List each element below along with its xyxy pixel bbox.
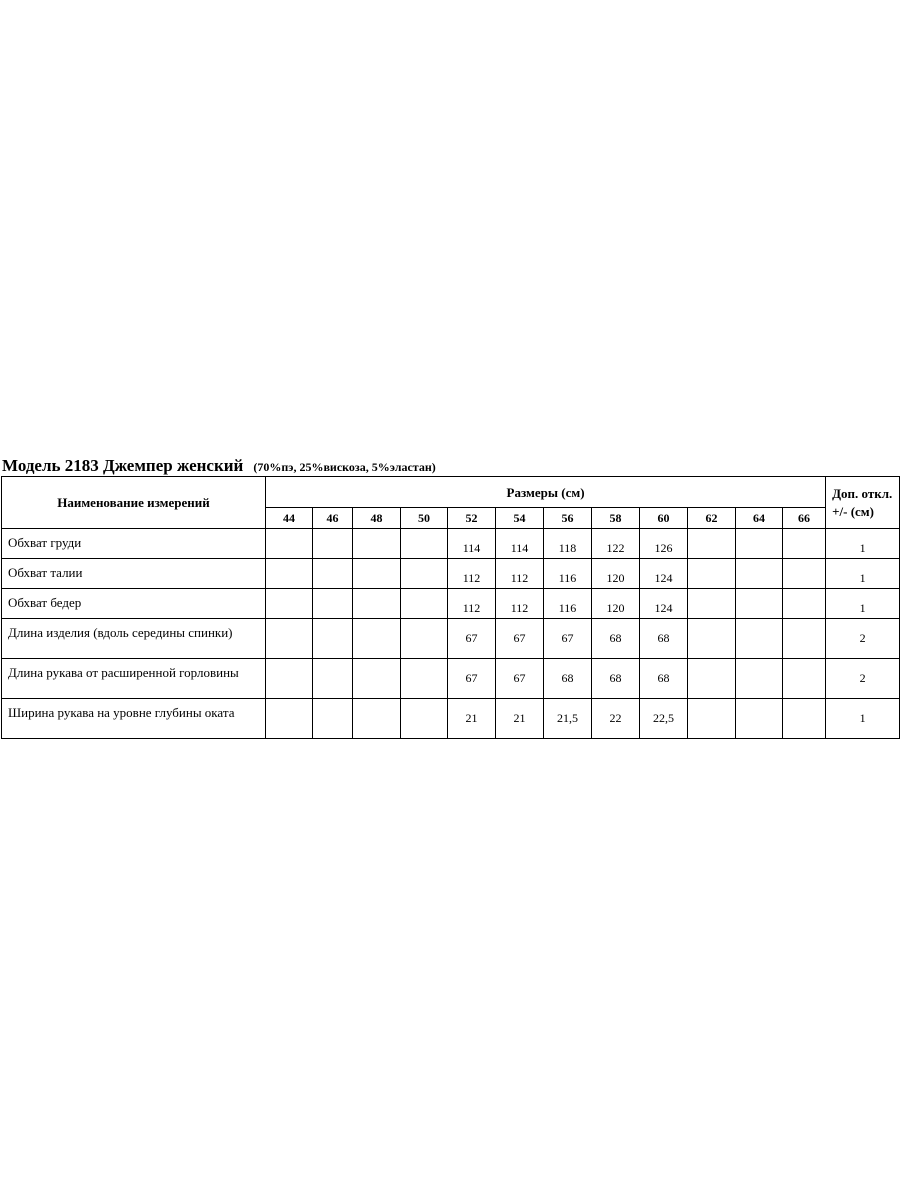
size-header: 60 [640,508,688,529]
size-value [688,559,736,589]
size-value: 116 [544,589,592,619]
tolerance-value: 1 [826,559,900,589]
size-header: 44 [266,508,313,529]
size-value [688,529,736,559]
measurement-name: Ширина рукава на уровне глубины оката [2,699,266,739]
size-value [313,529,353,559]
size-header: 58 [592,508,640,529]
size-value [353,619,401,659]
size-value [688,619,736,659]
size-value [266,619,313,659]
size-value [313,559,353,589]
size-value: 112 [496,589,544,619]
tolerance-value: 1 [826,699,900,739]
measurement-name-header: Наименование измерений [2,477,266,529]
size-value [266,699,313,739]
size-value [783,529,826,559]
header-row-top [2,477,900,508]
size-value [353,559,401,589]
size-header: 56 [544,508,592,529]
size-value: 112 [496,559,544,589]
size-value [401,559,448,589]
size-value: 68 [592,659,640,699]
size-value: 124 [640,589,688,619]
size-value: 67 [496,659,544,699]
size-value [353,659,401,699]
size-value: 120 [592,589,640,619]
size-header: 50 [401,508,448,529]
size-value: 22,5 [640,699,688,739]
size-value [313,619,353,659]
measurement-name: Обхват груди [2,529,266,559]
size-header: 46 [313,508,353,529]
size-value: 124 [640,559,688,589]
size-value: 114 [448,529,496,559]
size-value: 67 [496,619,544,659]
size-value [353,529,401,559]
size-value: 21 [496,699,544,739]
size-value: 21,5 [544,699,592,739]
tolerance-value: 1 [826,589,900,619]
size-header: 52 [448,508,496,529]
model-title: Модель 2183 Джемпер женский [2,456,244,475]
size-value: 22 [592,699,640,739]
size-value: 120 [592,559,640,589]
size-value [353,589,401,619]
size-value [401,529,448,559]
size-value [783,699,826,739]
size-value [401,659,448,699]
size-value: 112 [448,589,496,619]
size-value [783,559,826,589]
table-row [2,619,900,659]
size-chart-table [1,476,900,739]
measurement-name: Обхват талии [2,559,266,589]
size-value [266,529,313,559]
size-value: 67 [544,619,592,659]
size-value [736,659,783,699]
size-header: 48 [353,508,401,529]
size-value [736,699,783,739]
size-value: 67 [448,619,496,659]
size-value [736,619,783,659]
tolerance-value: 2 [826,619,900,659]
size-value [401,619,448,659]
size-value [688,589,736,619]
table-row [2,659,900,699]
table-row [2,559,900,589]
document-title [2,456,436,476]
size-value: 116 [544,559,592,589]
size-value [736,529,783,559]
size-value: 68 [640,619,688,659]
size-value [688,699,736,739]
size-value [266,659,313,699]
size-header: 54 [496,508,544,529]
size-value: 118 [544,529,592,559]
size-value [783,619,826,659]
size-value [401,589,448,619]
measurement-name: Обхват бедер [2,589,266,619]
table-row [2,699,900,739]
size-value: 126 [640,529,688,559]
size-value [783,659,826,699]
size-value [736,589,783,619]
size-value: 68 [592,619,640,659]
size-value: 21 [448,699,496,739]
size-value: 68 [544,659,592,699]
size-value [313,659,353,699]
size-value [266,559,313,589]
measurement-name: Длина рукава от расширенной горловины [2,659,266,699]
size-value: 68 [640,659,688,699]
size-header: 62 [688,508,736,529]
table-row [2,529,900,559]
size-value [266,589,313,619]
size-value [353,699,401,739]
size-value [313,699,353,739]
size-value: 122 [592,529,640,559]
measurement-name: Длина изделия (вдоль середины спинки) [2,619,266,659]
size-value: 114 [496,529,544,559]
sizes-group-header: Размеры (см) [266,477,826,508]
size-value: 112 [448,559,496,589]
fabric-composition: (70%пэ, 25%вискоза, 5%эластан) [253,460,436,474]
size-value [736,559,783,589]
size-value [783,589,826,619]
size-header: 66 [783,508,826,529]
size-value [401,699,448,739]
size-value [688,659,736,699]
size-value [313,589,353,619]
tolerance-value: 1 [826,529,900,559]
table-row [2,589,900,619]
size-header: 64 [736,508,783,529]
tolerance-header: Доп. откл. +/- (см) [826,477,900,529]
tolerance-value: 2 [826,659,900,699]
size-value: 67 [448,659,496,699]
